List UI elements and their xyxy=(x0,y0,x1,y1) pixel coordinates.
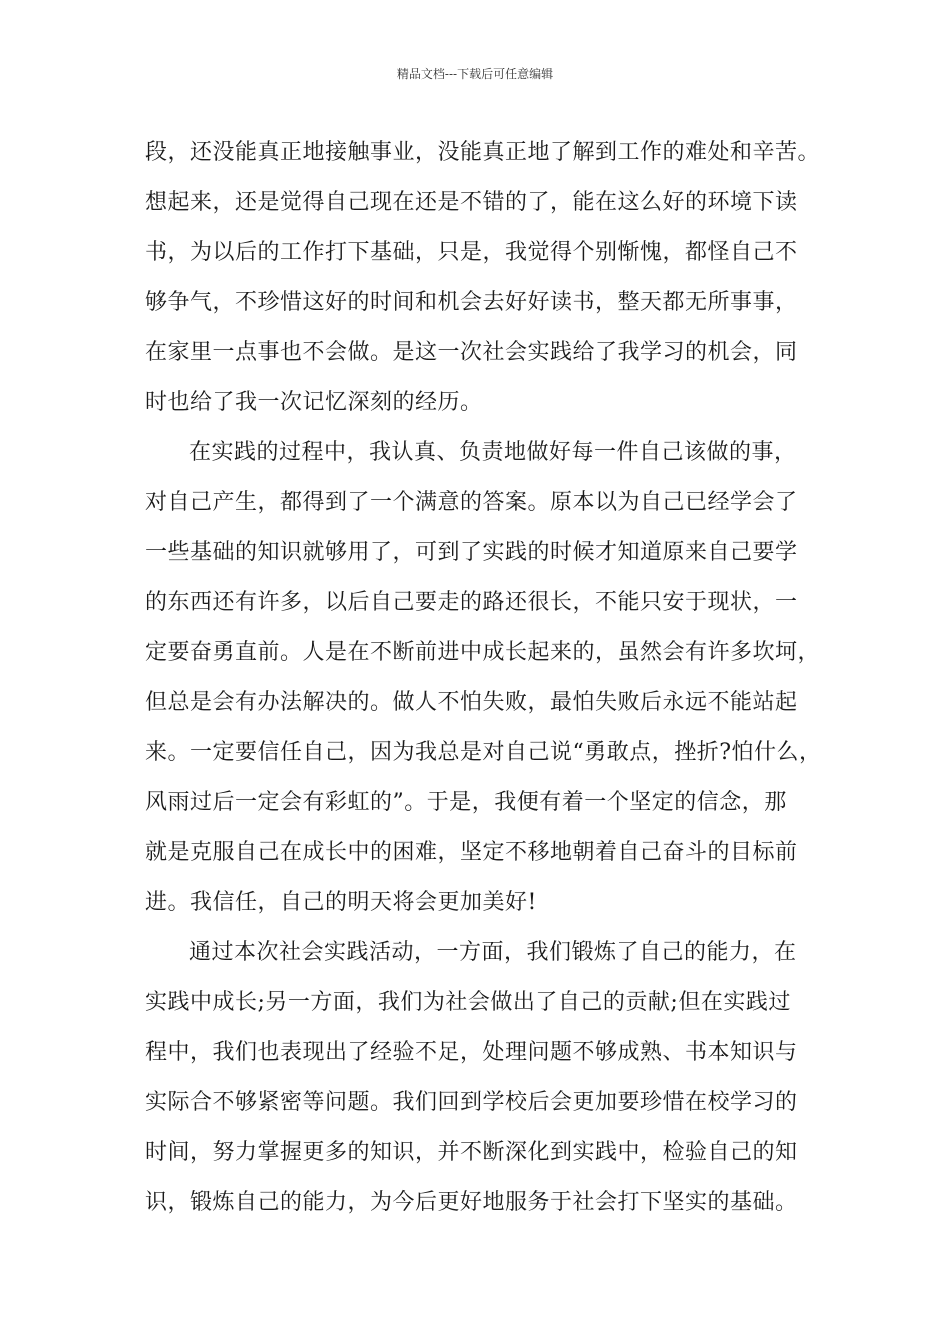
paragraph-2 xyxy=(145,428,835,928)
text-line: 的东西还有许多，以后自己要走的路还很长，不能只安于现状，一 xyxy=(145,590,798,615)
text-line: 书，为以后的工作打下基础，只是，我觉得个别惭愧，都怪自己不 xyxy=(145,240,798,265)
text-line: 风雨过后一定会有彩虹的”。于是，我便有着一个坚定的信念，那 xyxy=(145,790,787,815)
document-body xyxy=(145,128,835,1228)
text-line: 时也给了我一次记忆深刻的经历。 xyxy=(145,390,483,415)
text-line: 但总是会有办法解决的。做人不怕失败，最怕失败后永远不能站起 xyxy=(145,690,798,715)
text-line: 段，还没能真正地接触事业，没能真正地了解到工作的难处和辛苦。 xyxy=(145,140,821,165)
text-line: 定要奋勇直前。人是在不断前进中成长起来的，虽然会有许多坎坷， xyxy=(145,640,821,665)
text-line: 时间，努力掌握更多的知识，并不断深化到实践中，检验自己的知 xyxy=(145,1140,798,1165)
text-line: 通过本次社会实践活动，一方面，我们锻炼了自己的能力，在 xyxy=(189,940,797,965)
text-line: 在家里一点事也不会做。是这一次社会实践给了我学习的机会，同 xyxy=(145,340,798,365)
paragraph-1 xyxy=(145,128,835,428)
text-line: 进。我信任，自己的明天将会更加美好! xyxy=(145,890,537,915)
text-line: 就是克服自己在成长中的困难，坚定不移地朝着自己奋斗的目标前 xyxy=(145,840,798,865)
text-line: 来。一定要信任自己，因为我总是对自己说“勇敢点，挫折?怕什么， xyxy=(145,740,822,765)
text-line: 识，锻炼自己的能力，为今后更好地服务于社会打下坚实的基础。 xyxy=(145,1190,798,1215)
text-line: 对自己产生，都得到了一个满意的答案。原本以为自己已经学会了 xyxy=(145,490,798,515)
text-line: 在实践的过程中，我认真、负责地做好每一件自己该做的事， xyxy=(189,440,797,465)
text-line: 程中，我们也表现出了经验不足，处理问题不够成熟、书本知识与 xyxy=(145,1040,798,1065)
text-line: 够争气，不珍惜这好的时间和机会去好好读书，整天都无所事事， xyxy=(145,290,798,315)
page-header: 精品文档---下载后可任意编辑 xyxy=(396,67,554,81)
text-line: 想起来，还是觉得自己现在还是不错的了，能在这么好的环境下读 xyxy=(145,190,798,215)
text-line: 一些基础的知识就够用了，可到了实践的时候才知道原来自己要学 xyxy=(145,540,798,565)
paragraph-3 xyxy=(145,928,835,1228)
text-line: 实际合不够紧密等问题。我们回到学校后会更加要珍惜在校学习的 xyxy=(145,1090,798,1115)
text-line: 实践中成长;另一方面，我们为社会做出了自己的贡献;但在实践过 xyxy=(145,990,791,1015)
